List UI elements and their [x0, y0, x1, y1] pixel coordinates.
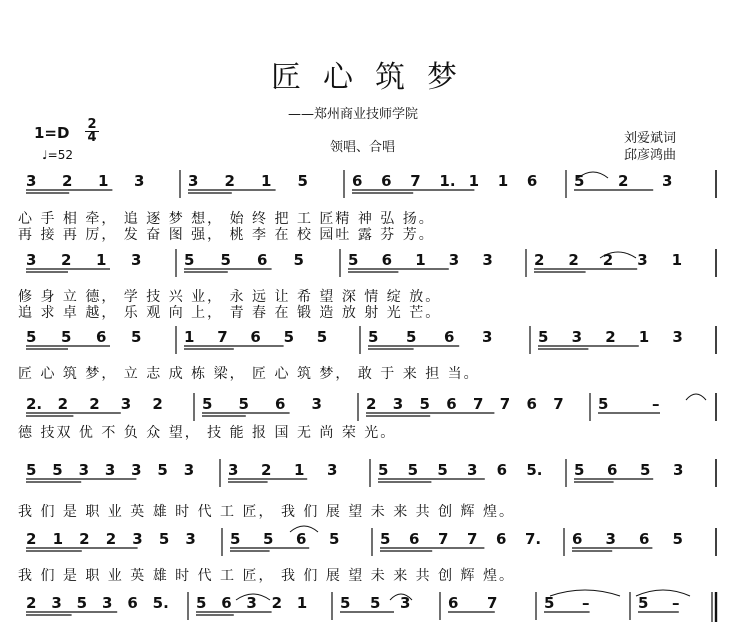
note: 5 — [329, 530, 340, 548]
note: 3 — [637, 251, 648, 269]
note: 6 — [381, 172, 392, 190]
note: 5 — [202, 395, 213, 413]
note: 3 — [673, 461, 684, 479]
note: 3 — [482, 251, 493, 269]
note: 1 — [184, 328, 195, 346]
composer-credit: 邱彦鸿曲 — [624, 148, 677, 163]
note: 7 — [553, 395, 564, 413]
note: – — [652, 395, 660, 413]
slur — [686, 394, 706, 400]
note: 3 — [131, 461, 142, 479]
lyric-line: 我 们 是 职 业 英 雄 时 代 工 匠， 我 们 展 望 未 来 共 创 辉 煌。 — [18, 568, 516, 584]
note: 7 — [467, 530, 478, 548]
note: 2 — [618, 172, 629, 190]
note: 3 — [605, 530, 616, 548]
note: 5 — [598, 395, 609, 413]
note: 5 — [26, 328, 37, 346]
note: 2 — [26, 594, 37, 612]
note: 3 — [134, 172, 145, 190]
note: 2 — [261, 461, 272, 479]
time-denominator: 4 — [87, 130, 97, 145]
note: 5 — [370, 594, 381, 612]
note: 3 — [448, 251, 460, 269]
note: 2 — [534, 251, 545, 269]
lyric-line: 德 技双 优 不 负 众 望， 技 能 报 国 无 尚 荣 光。 — [18, 425, 397, 441]
note: 3 — [662, 172, 673, 190]
note: 1 — [52, 530, 63, 548]
note: 2 — [61, 251, 72, 269]
note: 5 — [26, 461, 37, 479]
note: 5 — [640, 461, 651, 479]
note: 1 — [294, 461, 305, 479]
note: 7 — [217, 328, 228, 346]
note: 5 — [297, 172, 308, 190]
note: 5 — [406, 328, 417, 346]
note: 3 — [400, 594, 411, 612]
note: 6 — [257, 251, 268, 269]
note: 2 — [57, 395, 69, 413]
note: 2 — [62, 172, 73, 190]
note: 5 — [184, 251, 195, 269]
note: 5 — [544, 594, 555, 612]
note: 6 — [352, 172, 363, 190]
note: 7 — [473, 395, 484, 413]
note: 6 — [127, 594, 138, 612]
note: 5 — [158, 530, 170, 548]
note: 5 — [283, 328, 295, 346]
note: 5 — [61, 328, 72, 346]
note: 5 — [340, 594, 351, 612]
note: 3 — [311, 395, 322, 413]
note: 3 — [571, 328, 583, 346]
note: 6 — [526, 172, 538, 190]
note: 3 — [104, 461, 116, 479]
note: 2 — [224, 172, 235, 190]
note: 6 — [221, 594, 232, 612]
note: 6 — [448, 594, 459, 612]
lyric-line: 追 求 卓 越， 乐 观 向 上， 青 春 在 锻 造 放 射 光 芒。 — [18, 305, 442, 321]
lyric-line: 我 们 是 职 业 英 雄 时 代 工 匠， 我 们 展 望 未 来 共 创 辉 煌。 — [18, 504, 516, 520]
note: 5 — [76, 594, 88, 612]
note: 2 — [568, 251, 579, 269]
note: 6 — [275, 395, 286, 413]
note: – — [582, 594, 590, 612]
note: 6 — [444, 328, 455, 346]
note: 2 — [26, 530, 37, 548]
note: 3 — [26, 172, 37, 190]
song-subtitle: ——郑州商业技师学院 — [288, 107, 419, 122]
note: 6 — [381, 251, 393, 269]
note: 5 — [131, 328, 142, 346]
note: 5. — [152, 594, 169, 612]
note: 6 — [526, 395, 537, 413]
note: 5 — [574, 461, 585, 479]
note: 3 — [246, 594, 257, 612]
note: 6 — [446, 395, 457, 413]
note: 5 — [230, 530, 241, 548]
note: 3 — [78, 461, 89, 479]
note: 1 — [98, 172, 109, 190]
note: 1 — [415, 251, 426, 269]
note: 5 — [538, 328, 549, 346]
note: 6 — [96, 328, 107, 346]
note: 6 — [607, 461, 618, 479]
note: 5. — [526, 461, 543, 479]
note: 5 — [368, 328, 379, 346]
note: 1 — [261, 172, 272, 190]
tempo-marking: ♩=52 — [42, 148, 73, 162]
note: 6 — [496, 461, 508, 479]
note: 3 — [327, 461, 338, 479]
note: 5 — [378, 461, 389, 479]
note: 5 — [196, 594, 207, 612]
note: 1 — [671, 251, 683, 269]
note: 2 — [605, 328, 616, 346]
note: 2 — [105, 530, 117, 548]
note: 3 — [185, 530, 196, 548]
note: 5 — [672, 530, 683, 548]
note: 3 — [120, 395, 132, 413]
note: 6 — [296, 530, 307, 548]
note: 3 — [188, 172, 199, 190]
note: 3 — [228, 461, 239, 479]
note: 5 — [638, 594, 649, 612]
note: 3 — [672, 328, 683, 346]
note: 3 — [51, 594, 62, 612]
note: 7 — [438, 530, 449, 548]
note: 2 — [602, 251, 614, 269]
note: 5 — [419, 395, 430, 413]
note: 5 — [157, 461, 168, 479]
note: 7 — [499, 395, 511, 413]
key-signature: 1=D — [34, 124, 70, 142]
note: 2 — [366, 395, 377, 413]
note: 3 — [392, 395, 404, 413]
note: – — [672, 594, 680, 612]
lyric-line: 再 接 再 厉， 发 奋 图 强， 桃 李 在 校 园吐 露 芬 芳。 — [18, 227, 435, 243]
note: 1. — [439, 172, 456, 190]
note: 3 — [467, 461, 478, 479]
note: 1 — [468, 172, 479, 190]
note: 1 — [497, 172, 509, 190]
time-numerator: 2 — [87, 117, 97, 132]
note: 1 — [296, 594, 308, 612]
note: 7 — [487, 594, 498, 612]
note: 6 — [496, 530, 507, 548]
lyric-line: 心 手 相 牵， 追 逐 梦 想， 始 终 把 工 匠精 神 弘 扬。 — [18, 211, 435, 227]
note: 2 — [79, 530, 90, 548]
note: 1 — [638, 328, 650, 346]
note: 1 — [96, 251, 107, 269]
note: 5 — [348, 251, 359, 269]
note: 5 — [437, 461, 448, 479]
note: 7 — [410, 172, 421, 190]
song-title: 匠心筑梦 — [271, 60, 479, 95]
note: 5 — [293, 251, 304, 269]
note: 7. — [525, 530, 542, 548]
note: 2 — [271, 594, 283, 612]
note: 5 — [316, 328, 328, 346]
note: 3 — [132, 530, 143, 548]
note: 5 — [238, 395, 249, 413]
note: 6 — [409, 530, 420, 548]
note: 2 — [152, 395, 163, 413]
note: 3 — [26, 251, 37, 269]
note: 6 — [250, 328, 261, 346]
note: 3 — [183, 461, 195, 479]
note: 3 — [102, 594, 113, 612]
note: 6 — [639, 530, 650, 548]
note: 2 — [89, 395, 100, 413]
note: 5 — [263, 530, 274, 548]
lyricist-credit: 刘爱斌词 — [624, 131, 677, 146]
performance-roles: 领唱、合唱 — [330, 140, 396, 155]
note: 5 — [380, 530, 391, 548]
note: 5 — [407, 461, 419, 479]
note: 2. — [26, 395, 43, 413]
note: 3 — [482, 328, 493, 346]
note: 5 — [52, 461, 63, 479]
lyric-line: 匠 心 筑 梦， 立 志 成 栋 梁， 匠 心 筑 梦， 敢 于 来 担 当。 — [18, 366, 480, 382]
lyric-line: 修 身 立 德， 学 技 兴 业， 永 远 让 希 望 深 情 绽 放。 — [18, 289, 442, 305]
note: 5 — [574, 172, 585, 190]
note: 6 — [572, 530, 583, 548]
note: 3 — [131, 251, 142, 269]
note: 5 — [220, 251, 231, 269]
